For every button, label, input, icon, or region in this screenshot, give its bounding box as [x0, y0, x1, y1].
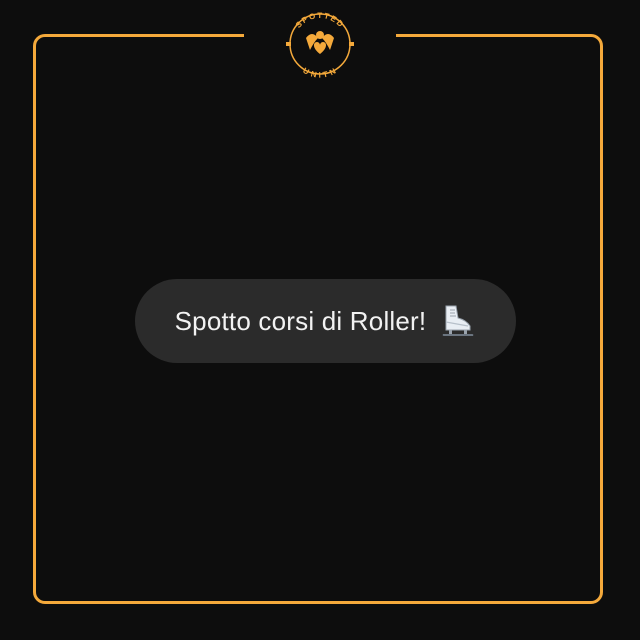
logo-bottom-text: UNITN — [301, 65, 339, 78]
logo-top-text: SPOTTED — [293, 10, 347, 30]
ice-skate-icon — [438, 302, 476, 340]
message-text: Spotto corsi di Roller! — [174, 305, 427, 336]
message-bubble — [135, 279, 516, 363]
spotted-unitn-logo — [282, 8, 358, 78]
logo-emblem-icon — [282, 8, 358, 78]
